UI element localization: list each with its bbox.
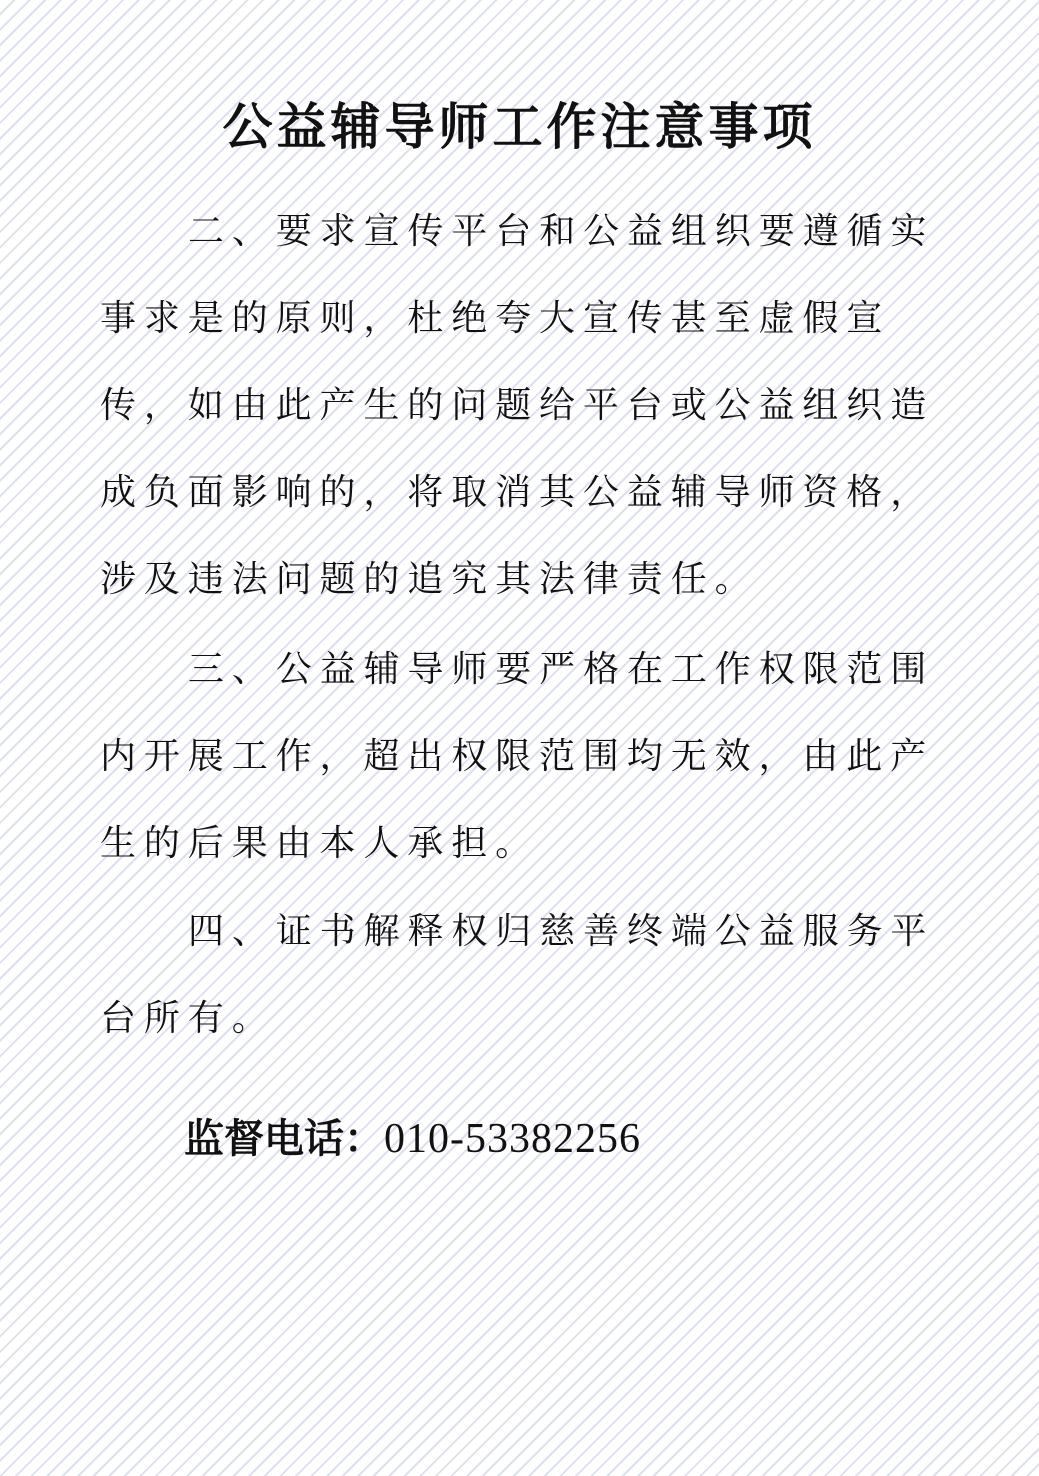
supervision-hotline: [184, 1104, 641, 1174]
paragraph-item-4: 四、证书解释权归慈善终端公益服务平台所有。: [100, 911, 935, 1039]
document-title: 公益辅导师工作注意事项: [222, 97, 817, 156]
paragraph-item-2: 二、要求宣传平台和公益组织要遵循实事求是的原则，杜绝夸大宣传甚至虚假宣传，如由此产生的问题给平台或公益组织造成负面影响的，将取消其公益辅导师资格，涉及违法问题的追究其法律责任。: [100, 211, 935, 600]
paragraph-item-3: 三、公益辅导师要严格在工作权限范围内开展工作，超出权限范围均无效，由此产生的后果由本人承担。: [100, 649, 935, 864]
hotline-number: 010-53382256: [384, 1116, 641, 1162]
hotline-label: 监督电话：: [184, 1115, 384, 1162]
